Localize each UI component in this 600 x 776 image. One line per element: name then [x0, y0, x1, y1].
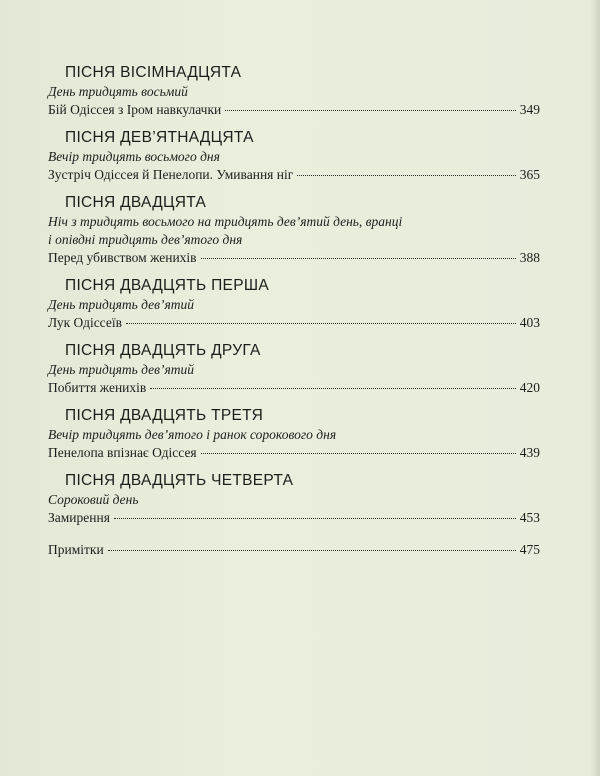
toc-entry[interactable] [48, 249, 540, 267]
section-heading: ПІСНЯ ДВАДЦЯТЬ ТРЕТЯ [65, 407, 264, 424]
entry-title: Перед убивством женихів [48, 250, 197, 265]
entry-title: Пенелопа впізнає Одіссея [48, 445, 197, 460]
toc-section-20 [48, 192, 540, 267]
page-edge-shadow [590, 0, 600, 776]
section-heading: ПІСНЯ ДЕВ’ЯТНАДЦЯТА [65, 129, 254, 146]
entry-title: Примітки [48, 542, 104, 557]
entry-page-number: 349 [519, 102, 540, 117]
section-heading: ПІСНЯ ВІСІМНАДЦЯТА [65, 64, 242, 81]
table-of-contents [48, 62, 540, 559]
toc-entry[interactable] [48, 444, 540, 462]
toc-section-18 [48, 62, 540, 119]
entry-title: Замирення [48, 510, 110, 525]
entry-page-number: 365 [519, 167, 540, 182]
section-subtitle: День тридцять дев’ятий [48, 362, 195, 377]
dot-leader [225, 110, 515, 111]
toc-section-19 [48, 127, 540, 184]
section-heading: ПІСНЯ ДВАДЦЯТЬ ПЕРША [65, 277, 269, 294]
entry-title: Лук Одіссеїв [48, 315, 122, 330]
dot-leader [201, 453, 516, 454]
toc-entry[interactable] [48, 314, 540, 332]
section-heading: ПІСНЯ ДВАДЦЯТЬ ЧЕТВЕРТА [65, 472, 294, 489]
dot-leader [114, 518, 516, 519]
toc-entry[interactable] [48, 509, 540, 527]
dot-leader [201, 258, 516, 259]
section-subtitle: День тридцять восьмий [48, 84, 188, 99]
entry-page-number: 453 [519, 510, 540, 525]
section-subtitle: Вечір тридцять дев’ятого і ранок сорокового дня [48, 427, 337, 442]
entry-page-number: 403 [519, 315, 540, 330]
section-subtitle: Вечір тридцять восьмого дня [48, 149, 220, 164]
entry-title: Зустріч Одіссея й Пенелопи. Умивання ніг [48, 167, 294, 182]
toc-section-24 [48, 470, 540, 527]
dot-leader [126, 323, 516, 324]
entry-page-number: 420 [519, 380, 540, 395]
entry-title: Бій Одіссея з Іром навкулачки [48, 102, 222, 117]
section-heading: ПІСНЯ ДВАДЦЯТЬ ДРУГА [65, 342, 261, 359]
section-heading: ПІСНЯ ДВАДЦЯТА [65, 194, 207, 211]
toc-entry[interactable] [48, 101, 540, 119]
toc-section-21 [48, 275, 540, 332]
entry-title: Побиття женихів [48, 380, 147, 395]
section-subtitle-line2: і опівдні тридцять дев’ятого дня [48, 232, 243, 247]
section-subtitle: Сороковий день [48, 492, 139, 507]
entry-page-number: 388 [519, 250, 540, 265]
entry-page-number: 475 [519, 542, 540, 557]
toc-entry[interactable] [48, 166, 540, 184]
section-subtitle: День тридцять дев’ятий [48, 297, 195, 312]
dot-leader [297, 175, 515, 176]
entry-page-number: 439 [519, 445, 540, 460]
toc-entry[interactable] [48, 379, 540, 397]
toc-entry-notes[interactable] [48, 541, 540, 559]
dot-leader [108, 550, 516, 551]
toc-section-22 [48, 340, 540, 397]
section-subtitle: Ніч з тридцять восьмого на тридцять дев’ятий день, вранці [48, 214, 403, 229]
toc-section-23 [48, 405, 540, 462]
dot-leader [150, 388, 515, 389]
